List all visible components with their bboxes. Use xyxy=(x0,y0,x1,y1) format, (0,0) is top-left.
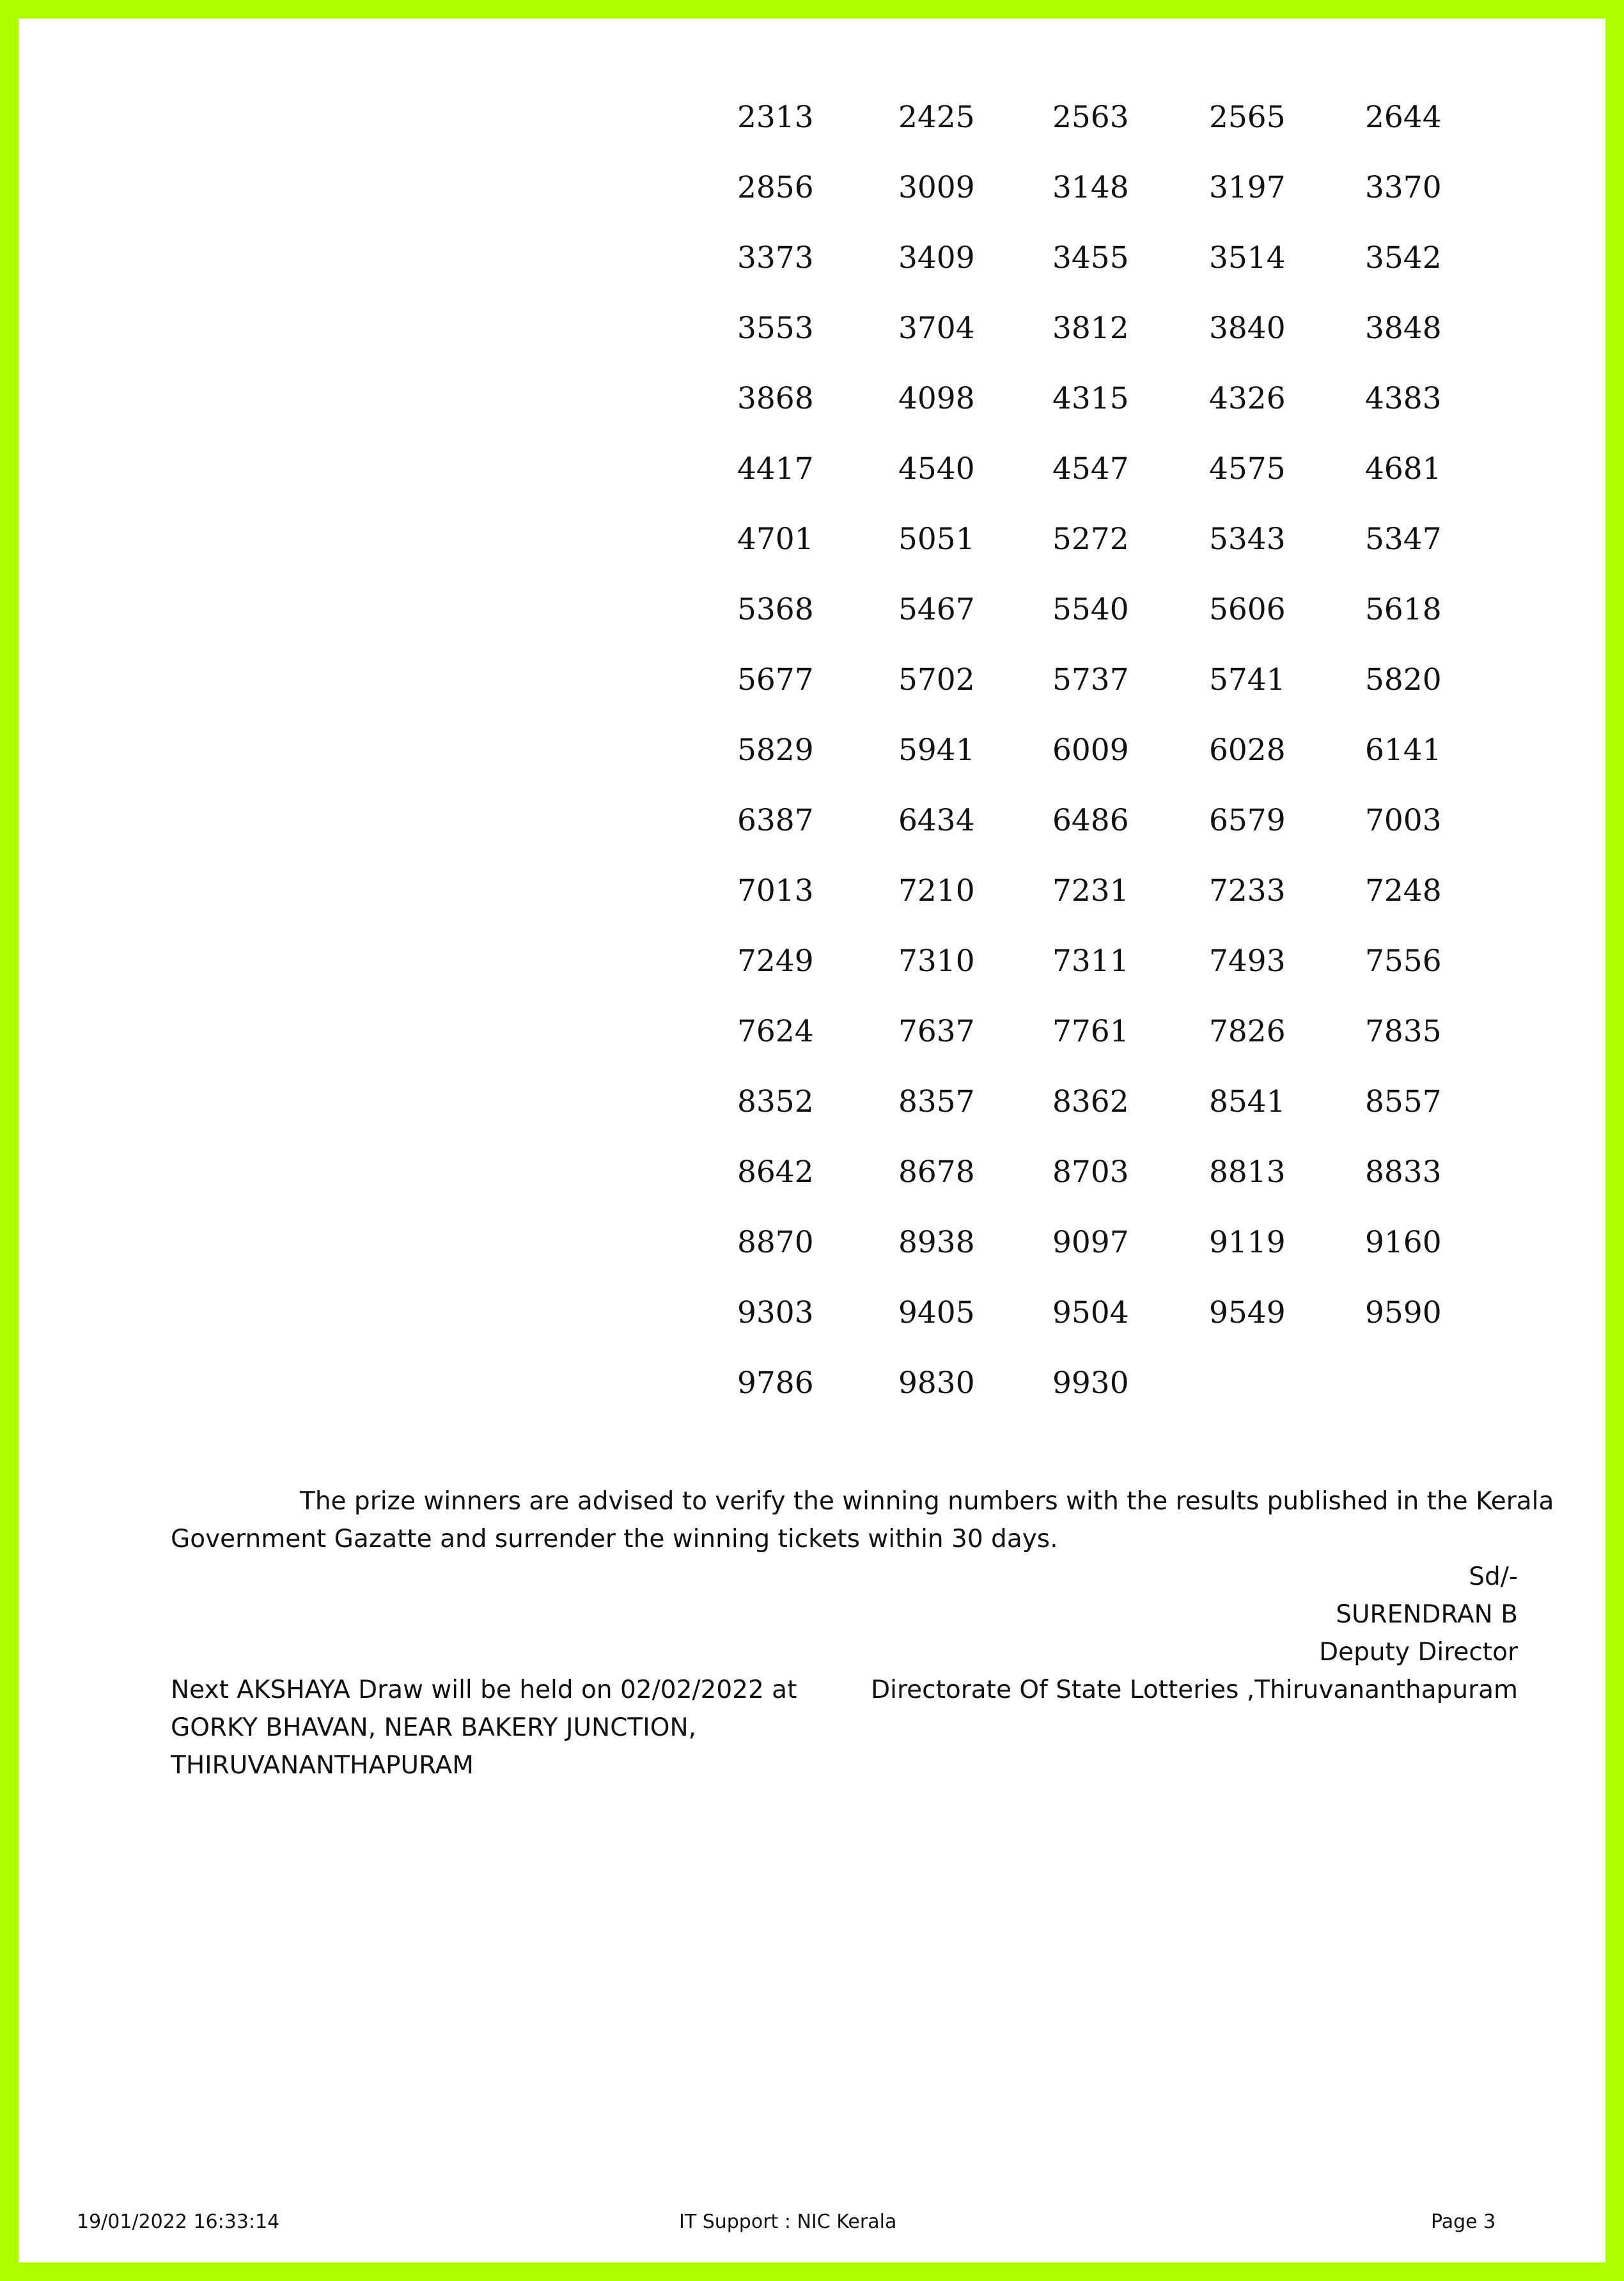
winning-number: 5737 xyxy=(1052,662,1129,697)
winning-numbers-grid xyxy=(737,92,1504,1428)
advice-line: The prize winners are advised to verify the winning numbers with the results published in the Kerala xyxy=(300,1487,1554,1516)
winning-number: 4575 xyxy=(1209,451,1286,487)
winning-number: 9930 xyxy=(1052,1366,1129,1401)
winning-number: 2644 xyxy=(1365,100,1442,135)
signatory-name: SURENDRAN B xyxy=(1336,1600,1518,1629)
winning-number: 8833 xyxy=(1365,1155,1442,1190)
winning-number: 7248 xyxy=(1365,873,1442,908)
winning-number: 5618 xyxy=(1365,592,1442,627)
winning-number: 5741 xyxy=(1209,662,1286,697)
winning-number: 6434 xyxy=(898,803,975,838)
footer-page-number: Page 3 xyxy=(1431,2211,1496,2233)
winning-number: 2313 xyxy=(737,100,814,135)
winning-number: 3553 xyxy=(737,311,814,346)
winning-number: 7231 xyxy=(1052,873,1129,908)
winning-number: 3840 xyxy=(1209,311,1286,346)
winning-number: 9786 xyxy=(737,1366,814,1401)
winning-number: 4681 xyxy=(1365,451,1442,487)
winning-number: 8557 xyxy=(1365,1084,1442,1119)
winning-number: 8352 xyxy=(737,1084,814,1119)
winning-number: 9303 xyxy=(737,1295,814,1330)
winning-number: 6579 xyxy=(1209,803,1286,838)
winning-number: 8642 xyxy=(737,1155,814,1190)
winning-number: 7556 xyxy=(1365,944,1442,979)
winning-number: 5347 xyxy=(1365,522,1442,557)
winning-number: 9590 xyxy=(1365,1295,1442,1330)
winning-number: 9097 xyxy=(1052,1225,1129,1260)
winning-number: 3514 xyxy=(1209,240,1286,276)
winning-number: 6141 xyxy=(1365,733,1442,768)
winning-number: 7826 xyxy=(1209,1014,1286,1049)
winning-number: 5272 xyxy=(1052,522,1129,557)
winning-number: 4540 xyxy=(898,451,975,487)
winning-number: 5677 xyxy=(737,662,814,697)
signatory-office: Directorate Of State Lotteries ,Thiruvananthapuram xyxy=(871,1676,1518,1704)
winning-number: 9830 xyxy=(898,1366,975,1401)
winning-number: 8703 xyxy=(1052,1155,1129,1190)
winning-number: 5829 xyxy=(737,733,814,768)
winning-number: 3455 xyxy=(1052,240,1129,276)
next-draw-line: Next AKSHAYA Draw will be held on 02/02/2022 at xyxy=(171,1676,797,1704)
winning-number: 8541 xyxy=(1209,1084,1286,1119)
winning-number: 4383 xyxy=(1365,381,1442,416)
winning-number: 3868 xyxy=(737,381,814,416)
winning-number: 9405 xyxy=(898,1295,975,1330)
winning-number: 4315 xyxy=(1052,381,1129,416)
winning-number: 7493 xyxy=(1209,944,1286,979)
winning-number: 8870 xyxy=(737,1225,814,1260)
winning-number: 3812 xyxy=(1052,311,1129,346)
signature-block xyxy=(871,1558,1518,1709)
winning-number: 4098 xyxy=(898,381,975,416)
winning-number: 3148 xyxy=(1052,170,1129,205)
winning-number: 4701 xyxy=(737,522,814,557)
winning-number: 6009 xyxy=(1052,733,1129,768)
next-draw-line: GORKY BHAVAN, NEAR BAKERY JUNCTION, xyxy=(171,1713,697,1742)
next-draw-notice xyxy=(171,1671,797,1784)
winning-number: 5941 xyxy=(898,733,975,768)
signatory-designation: Deputy Director xyxy=(1319,1638,1518,1667)
winning-number: 9504 xyxy=(1052,1295,1129,1330)
empty-cell xyxy=(1365,1358,1504,1428)
advice-paragraph xyxy=(171,1483,1565,1558)
winning-number: 2563 xyxy=(1052,100,1129,135)
winning-number: 7013 xyxy=(737,873,814,908)
empty-cell xyxy=(1209,1358,1365,1428)
winning-number: 6486 xyxy=(1052,803,1129,838)
document-page xyxy=(19,19,1605,2262)
winning-number: 7761 xyxy=(1052,1014,1129,1049)
winning-number: 8813 xyxy=(1209,1155,1286,1190)
winning-number: 7249 xyxy=(737,944,814,979)
winning-number: 7210 xyxy=(898,873,975,908)
winning-number: 8362 xyxy=(1052,1084,1129,1119)
winning-number: 5343 xyxy=(1209,522,1286,557)
winning-number: 7310 xyxy=(898,944,975,979)
winning-number: 5051 xyxy=(898,522,975,557)
winning-number: 7311 xyxy=(1052,944,1129,979)
winning-number: 3370 xyxy=(1365,170,1442,205)
winning-number: 3409 xyxy=(898,240,975,276)
winning-number: 9160 xyxy=(1365,1225,1442,1260)
winning-number: 7233 xyxy=(1209,873,1286,908)
winning-number: 5368 xyxy=(737,592,814,627)
advice-line: Government Gazatte and surrender the winning tickets within 30 days. xyxy=(171,1525,1058,1553)
winning-number: 6028 xyxy=(1209,733,1286,768)
winning-number: 9549 xyxy=(1209,1295,1286,1330)
winning-number: 7624 xyxy=(737,1014,814,1049)
winning-number: 3542 xyxy=(1365,240,1442,276)
winning-number: 3009 xyxy=(898,170,975,205)
footer-support: IT Support : NIC Kerala xyxy=(679,2211,897,2233)
winning-number: 3704 xyxy=(898,311,975,346)
winning-number: 9119 xyxy=(1209,1225,1286,1260)
winning-number: 6387 xyxy=(737,803,814,838)
winning-number: 3373 xyxy=(737,240,814,276)
winning-number: 3848 xyxy=(1365,311,1442,346)
winning-number: 2856 xyxy=(737,170,814,205)
winning-number: 8938 xyxy=(898,1225,975,1260)
winning-number: 4547 xyxy=(1052,451,1129,487)
signature-sd: Sd/- xyxy=(1469,1562,1518,1591)
winning-number: 7835 xyxy=(1365,1014,1442,1049)
winning-number: 5606 xyxy=(1209,592,1286,627)
winning-number: 4326 xyxy=(1209,381,1286,416)
winning-number: 5467 xyxy=(898,592,975,627)
winning-number: 5820 xyxy=(1365,662,1442,697)
winning-number: 8357 xyxy=(898,1084,975,1119)
winning-number: 8678 xyxy=(898,1155,975,1190)
winning-number: 7637 xyxy=(898,1014,975,1049)
winning-number: 4417 xyxy=(737,451,814,487)
footer-timestamp: 19/01/2022 16:33:14 xyxy=(77,2211,280,2233)
next-draw-line: THIRUVANANTHAPURAM xyxy=(171,1751,474,1780)
winning-number: 5540 xyxy=(1052,592,1129,627)
winning-number: 5702 xyxy=(898,662,975,697)
winning-number: 2565 xyxy=(1209,100,1286,135)
winning-number: 2425 xyxy=(898,100,975,135)
winning-number: 3197 xyxy=(1209,170,1286,205)
winning-number: 7003 xyxy=(1365,803,1442,838)
